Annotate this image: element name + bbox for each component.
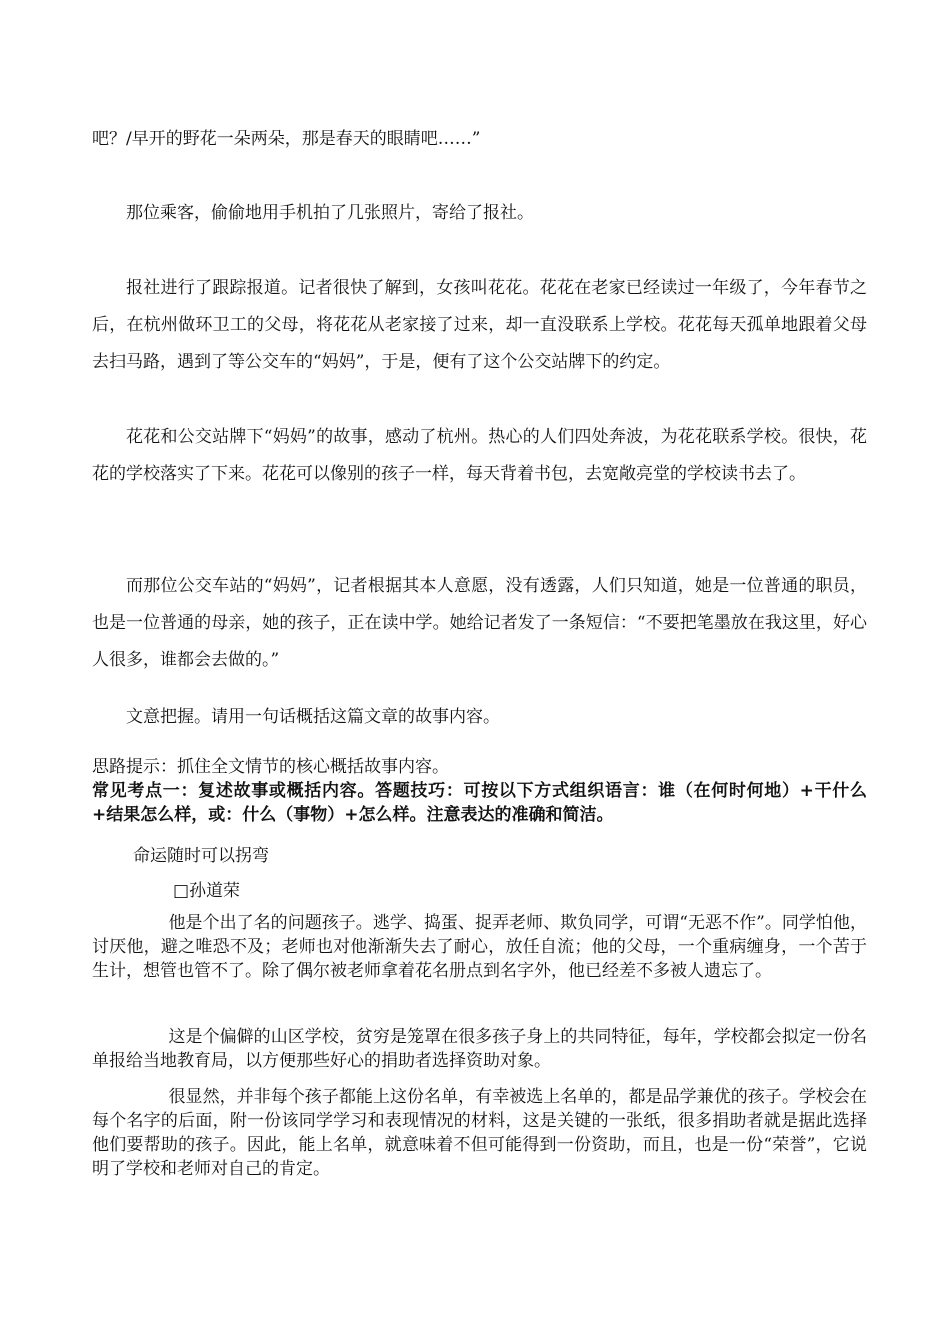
paragraph-passenger: 那位乘客，偷偷地用手机拍了几张照片，寄给了报社。 <box>126 203 534 223</box>
article-author: □孙道荣 <box>173 881 241 901</box>
paragraph-report: 报社进行了跟踪报道。记者很快了解到，女孩叫花花。花花在老家已经读过一年级了，今年春节之后，在杭州做环卫工的父母，将花花从老家接了过来，却一直没联系上学校。花花每天孤单地跟着父母去扫马路，遇到了等公交车的“妈妈”，于是，便有了这个公交站牌下的约定。 <box>92 278 867 372</box>
tip-text: 常见考点一：复述故事或概括内容。答题技巧：可按以下方式组织语言：谁（在何时何地）+干什么+结果怎么样，或：什么（事物）+怎么样。注意表达的准确和简洁。 <box>92 781 867 825</box>
article-title: 命运随时可以拐弯 <box>133 846 269 866</box>
paragraph-problem-child: 他是个出了名的问题孩子。逃学、捣蛋、捉弄老师、欺负同学，可谓“无恶不作”。同学怕他，讨厌他，避之唯恐不及；老师也对他渐渐失去了耐心，放任自流；他的父母，一个重病缠身，一个苦于生计，想管也管不了。除了偶尔被老师拿着花名册点到名字外，他已经差不多被人遗忘了。 <box>92 913 867 981</box>
paragraph-poem-end: 吧？/早开的野花一朵两朵，那是春天的眼睛吧……” <box>92 129 481 149</box>
paragraph-mountain-school: 这是个偏僻的山区学校，贫穷是笼罩在很多孩子身上的共同特征，每年，学校都会拟定一份名单报给当地教育局，以方便那些好心的捐助者选择资助对象。 <box>92 1027 867 1071</box>
question-text: 文意把握。请用一句话概括这篇文章的故事内容。 <box>126 707 500 727</box>
paragraph-touched-hangzhou: 花花和公交站牌下“妈妈”的故事，感动了杭州。热心的人们四处奔波，为花花联系学校。很快，花花的学校落实了下来。花花可以像别的孩子一样，每天背着书包，去宽敞亮堂的学校读书去了。 <box>92 427 867 484</box>
paragraph-bus-stop-mother: 而那位公交车站的“妈妈”，记者根据其本人意愿，没有透露，人们只知道，她是一位普通的职员，也是一位普通的母亲，她的孩子，正在读中学。她给记者发了一条短信：“不要把笔墨放在我这里，好心人很多，谁都会去做的。” <box>92 576 867 670</box>
hint-text: 思路提示：抓住全文情节的核心概括故事内容。 <box>92 757 449 777</box>
paragraph-list: 很显然，并非每个孩子都能上这份名单，有幸被选上名单的，都是品学兼优的孩子。学校会在每个名字的后面，附一份该同学学习和表现情况的材料，这是关键的一张纸，很多捐助者就是据此选择他们要帮助的孩子。因此，能上名单，就意味着不但可能得到一份资助，而且，也是一份“荣誉”，它说明了学校和老师对自己的肯定。 <box>92 1087 867 1179</box>
